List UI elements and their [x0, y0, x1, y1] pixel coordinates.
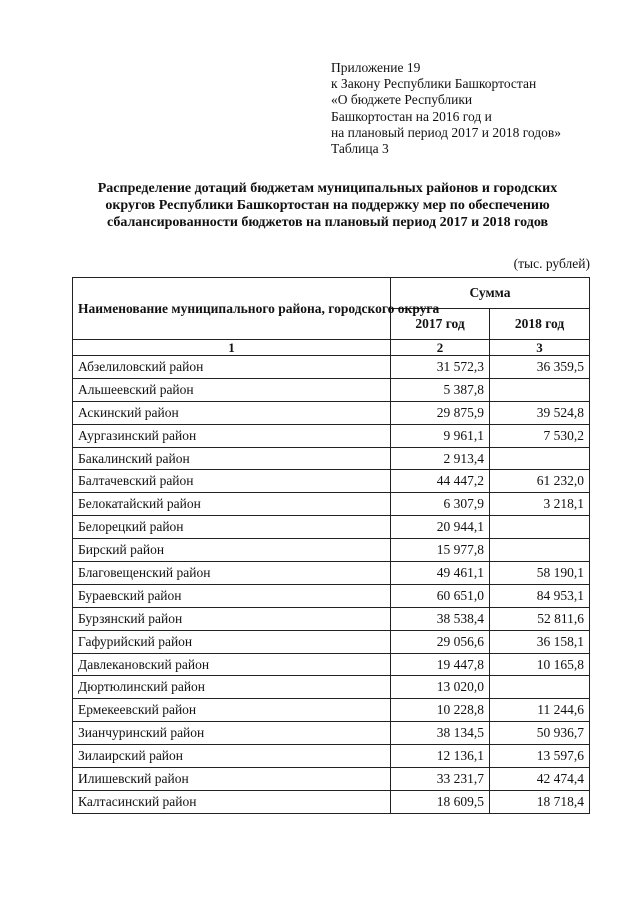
subsidy-table — [72, 277, 590, 814]
table-row — [73, 607, 590, 630]
district-name-cell: Альшеевский район — [73, 378, 391, 401]
amount-2017-cell: 10 228,8 — [391, 699, 490, 722]
amount-2018-cell: 36 158,1 — [490, 630, 590, 653]
amount-2018-cell: 10 165,8 — [490, 653, 590, 676]
table-row — [73, 699, 590, 722]
amount-2018-cell: 52 811,6 — [490, 607, 590, 630]
amount-2018-cell: 36 359,5 — [490, 356, 590, 379]
amount-2018-cell: 61 232,0 — [490, 470, 590, 493]
column-header-2018: 2018 год — [490, 309, 590, 340]
district-name-cell: Бирский район — [73, 539, 391, 562]
amount-2017-cell: 19 447,8 — [391, 653, 490, 676]
amount-2017-cell: 5 387,8 — [391, 378, 490, 401]
table-row — [73, 378, 590, 401]
table-row — [73, 401, 590, 424]
amount-2018-cell: 7 530,2 — [490, 424, 590, 447]
appendix-note — [331, 60, 561, 157]
appendix-line: Башкортостан на 2016 год и — [331, 108, 492, 124]
district-name-cell: Белокатайский район — [73, 493, 391, 516]
amount-2017-cell: 2 913,4 — [391, 447, 490, 470]
amount-2017-cell: 18 609,5 — [391, 790, 490, 813]
amount-2018-cell: 58 190,1 — [490, 562, 590, 585]
district-name-cell: Давлекановский район — [73, 653, 391, 676]
amount-2018-cell — [490, 539, 590, 562]
amount-2017-cell: 38 134,5 — [391, 722, 490, 745]
district-name-cell: Бураевский район — [73, 584, 391, 607]
district-name-cell: Благовещенский район — [73, 562, 391, 585]
appendix-line: Таблица 3 — [331, 141, 389, 157]
table-row — [73, 745, 590, 768]
column-number-1: 1 — [73, 340, 391, 356]
title-line: Распределение дотаций бюджетам муниципальных районов и городских — [97, 181, 558, 196]
district-name-cell: Аургазинский район — [73, 424, 391, 447]
district-name-cell: Калтасинский район — [73, 790, 391, 813]
amount-2018-cell — [490, 447, 590, 470]
amount-2018-cell — [490, 378, 590, 401]
amount-2018-cell: 11 244,6 — [490, 699, 590, 722]
amount-2017-cell: 20 944,1 — [391, 516, 490, 539]
district-name-cell: Бакалинский район — [73, 447, 391, 470]
table-row — [73, 653, 590, 676]
amount-2017-cell: 6 307,9 — [391, 493, 490, 516]
table-row — [73, 768, 590, 791]
document-title — [60, 180, 595, 231]
amount-2018-cell: 39 524,8 — [490, 401, 590, 424]
table-row — [73, 630, 590, 653]
column-header-2017: 2017 год — [391, 309, 490, 340]
table-row — [73, 539, 590, 562]
amount-2017-cell: 31 572,3 — [391, 356, 490, 379]
amount-2018-cell — [490, 516, 590, 539]
district-name-cell: Ермекеевский район — [73, 699, 391, 722]
district-name-cell: Балтачевский район — [73, 470, 391, 493]
title-line: округов Республики Башкортостан на поддержку мер по обеспечению — [105, 198, 550, 213]
district-name-cell: Зианчуринский район — [73, 722, 391, 745]
appendix-line: Приложение 19 — [331, 60, 421, 75]
appendix-line: «О бюджете Республики — [331, 92, 473, 108]
column-number-2: 2 — [391, 340, 490, 356]
amount-2017-cell: 60 651,0 — [391, 584, 490, 607]
table-row — [73, 676, 590, 699]
district-name-cell: Зилаирский район — [73, 745, 391, 768]
table-row — [73, 790, 590, 813]
amount-2017-cell: 29 056,6 — [391, 630, 490, 653]
amount-2017-cell: 12 136,1 — [391, 745, 490, 768]
table-row — [73, 470, 590, 493]
table-row — [73, 562, 590, 585]
amount-2017-cell: 15 977,8 — [391, 539, 490, 562]
table-row — [73, 584, 590, 607]
amount-2017-cell: 38 538,4 — [391, 607, 490, 630]
amount-2017-cell: 33 231,7 — [391, 768, 490, 791]
district-name-cell: Белорецкий район — [73, 516, 391, 539]
units-label: (тыс. рублей) — [513, 256, 590, 271]
table-row — [73, 493, 590, 516]
table-row — [73, 424, 590, 447]
table-row — [73, 722, 590, 745]
amount-2018-cell: 50 936,7 — [490, 722, 590, 745]
column-header-name: Наименование муниципального района, городского округа — [73, 278, 391, 340]
table-row — [73, 516, 590, 539]
amount-2018-cell: 3 218,1 — [490, 493, 590, 516]
district-name-cell: Дюртюлинский район — [73, 676, 391, 699]
column-header-sum: Сумма — [391, 278, 590, 309]
district-name-cell: Аскинский район — [73, 401, 391, 424]
title-line: сбалансированности бюджетов на плановый период 2017 и 2018 годов — [106, 215, 549, 230]
amount-2018-cell — [490, 676, 590, 699]
amount-2018-cell: 13 597,6 — [490, 745, 590, 768]
amount-2017-cell: 49 461,1 — [391, 562, 490, 585]
amount-2017-cell: 13 020,0 — [391, 676, 490, 699]
amount-2017-cell: 29 875,9 — [391, 401, 490, 424]
column-number-3: 3 — [490, 340, 590, 356]
amount-2018-cell: 42 474,4 — [490, 768, 590, 791]
amount-2017-cell: 44 447,2 — [391, 470, 490, 493]
amount-2018-cell: 18 718,4 — [490, 790, 590, 813]
table-row — [73, 447, 590, 470]
amount-2018-cell: 84 953,1 — [490, 584, 590, 607]
amount-2017-cell: 9 961,1 — [391, 424, 490, 447]
district-name-cell: Бурзянский район — [73, 607, 391, 630]
district-name-cell: Гафурийский район — [73, 630, 391, 653]
appendix-line: к Закону Республики Башкортостан — [331, 76, 537, 92]
appendix-line: на плановый период 2017 и 2018 годов» — [331, 124, 562, 140]
table-row — [73, 356, 590, 379]
district-name-cell: Абзелиловский район — [73, 356, 391, 379]
district-name-cell: Илишевский район — [73, 768, 391, 791]
